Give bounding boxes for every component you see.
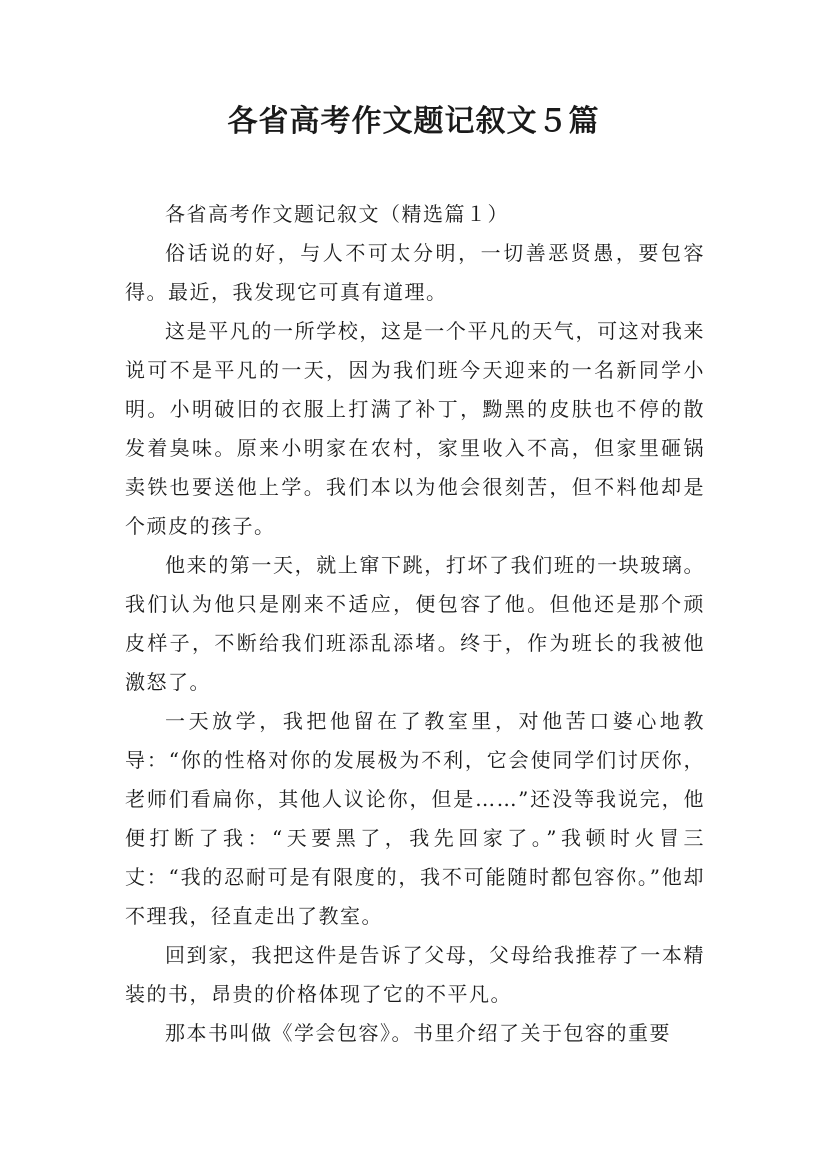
document-title: 各省高考作文题记叙文５篇 (227, 104, 600, 139)
section-heading: 各省高考作文题记叙文（精选篇１） (165, 202, 509, 226)
paragraph: 回到家，我把这件是告诉了父母，父母给我推荐了一本精装的书，昂贵的价格体现了它的不平凡。 (125, 943, 705, 1006)
paragraph: 这是平凡的一所学校，这是一个平凡的天气，可这对我来说可不是平凡的一天，因为我们班今天迎来的一名新同学小明。小明破旧的衣服上打满了补丁，黝黑的皮肤也不停的散发着臭味。原来小明家在农村，家里收入不高，但家里砸锅卖铁也要送他上学。我们本以为他会很刻苦，但不料他却是个顽皮的孩子。 (125, 319, 705, 538)
paragraph: 一天放学，我把他留在了教室里，对他苦口婆心地教导：“你的性格对你的发展极为不利，它会使同学们讨厌你，老师们看扁你，其他人议论你，但是……”还没等我说完，他便打断了我：“天要黑了，我先回家了。”我顿时火冒三丈：“我的忍耐可是有限度的，我不可能随时都包容你。”他却不理我，径直走出了教室。 (125, 709, 705, 928)
document-body (125, 195, 705, 1053)
paragraph: 俗话说的好，与人不可太分明，一切善恶贤愚，要包容得。最近，我发现它可真有道理。 (125, 241, 705, 304)
paragraph: 他来的第一天，就上窜下跳，打坏了我们班的一块玻璃。我们认为他只是刚来不适应，便包容了他。但他还是那个顽皮样子，不断给我们班添乱添堵。终于，作为班长的我被他激怒了。 (125, 553, 705, 694)
paragraph: 那本书叫做《学会包容》。书里介绍了关于包容的重要 (165, 1021, 671, 1045)
